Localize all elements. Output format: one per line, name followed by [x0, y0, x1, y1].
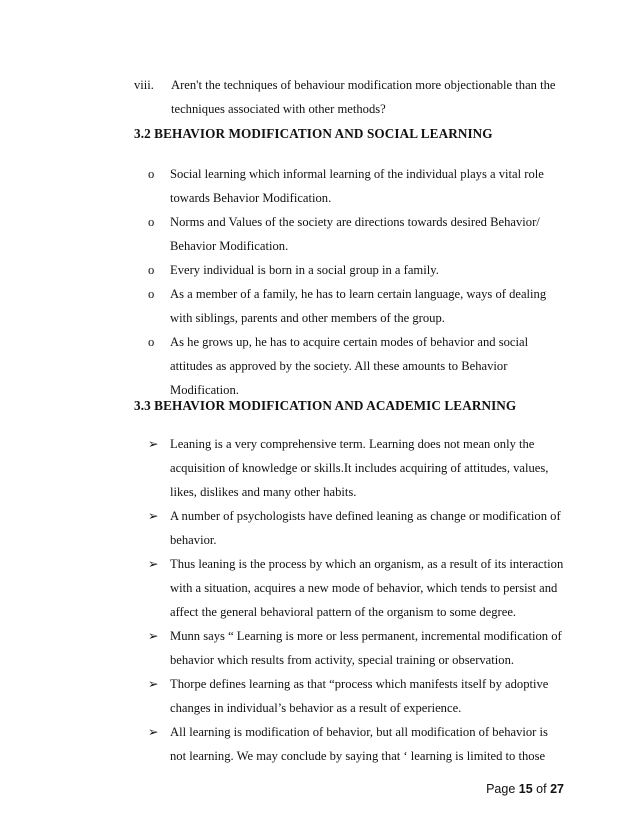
- text-line: behavior which results from activity, special training or observation.: [170, 653, 515, 667]
- academic-learning-item: [0, 504, 638, 552]
- bullet-icon: o: [148, 287, 155, 301]
- text-line: Modification.: [170, 383, 239, 397]
- section-3-3-heading: 3.3 BEHAVIOR MODIFICATION AND ACADEMIC LEARNING: [134, 398, 517, 413]
- social-learning-item: [0, 282, 638, 330]
- text-line: Social learning which informal learning of the individual plays a vital role: [170, 167, 544, 181]
- text-line: acquisition of knowledge or skills.It includes acquiring of attitudes, values,: [170, 461, 549, 475]
- question-line-2: techniques associated with other methods?: [171, 102, 386, 116]
- footer-page-word: Page: [486, 782, 516, 796]
- text-line: with siblings, parents and other members of the group.: [170, 311, 445, 325]
- academic-learning-item: [0, 720, 638, 768]
- footer-of-word: of: [536, 782, 547, 796]
- section-3-3-list: [0, 432, 638, 768]
- footer-current-page: 15: [518, 782, 533, 796]
- academic-learning-item: [0, 552, 638, 624]
- text-line: not learning. We may conclude by saying that ‘ learning is limited to those: [170, 749, 546, 763]
- list-item-text: [170, 624, 565, 672]
- text-line: Thus leaning is the process by which an organism, as a result of its interaction: [170, 557, 564, 571]
- academic-learning-item: [0, 432, 638, 504]
- section-3-2-heading: 3.2 BEHAVIOR MODIFICATION AND SOCIAL LEARNING: [134, 126, 493, 141]
- bullet-icon: ➢: [148, 725, 159, 739]
- bullet-icon: o: [148, 167, 155, 181]
- bullet-icon: ➢: [148, 557, 159, 571]
- text-line: Norms and Values of the society are directions towards desired Behavior/: [170, 215, 540, 229]
- text-line: As a member of a family, he has to learn certain language, ways of dealing: [170, 287, 547, 301]
- text-line: attitudes as approved by the society. All these amounts to Behavior: [170, 359, 508, 373]
- text-line: All learning is modification of behavior, but all modification of behavior is: [170, 725, 548, 739]
- academic-learning-item: [0, 624, 638, 672]
- bullet-icon: ➢: [148, 677, 159, 691]
- text-line: Every individual is born in a social group in a family.: [170, 263, 439, 277]
- text-line: Thorpe defines learning as that “process which manifests itself by adoptive: [170, 677, 549, 691]
- bullet-icon: o: [148, 335, 155, 349]
- list-item-text: [170, 282, 565, 330]
- bullet-icon: ➢: [148, 509, 159, 523]
- text-line: A number of psychologists have defined leaning as change or modification of: [170, 509, 561, 523]
- text-line: affect the general behavioral pattern of the organism to some degree.: [170, 605, 517, 619]
- page-number-footer: [486, 782, 564, 796]
- text-line: Munn says “ Learning is more or less permanent, incremental modification of: [170, 629, 562, 643]
- question-text: [171, 73, 571, 121]
- footer-total-pages: 27: [550, 782, 564, 796]
- list-item-text: [170, 552, 565, 624]
- list-item-text: [170, 210, 565, 258]
- list-item-text: [170, 258, 565, 282]
- social-learning-item: [0, 258, 638, 282]
- question-number: viii.: [134, 78, 154, 92]
- list-item-text: [170, 162, 565, 210]
- list-item-text: [170, 720, 565, 768]
- text-line: Leaning is a very comprehensive term. Learning does not mean only the: [170, 437, 535, 451]
- list-item-text: [170, 672, 565, 720]
- text-line: towards Behavior Modification.: [170, 191, 332, 205]
- social-learning-item: [0, 330, 638, 402]
- question-line-1: Aren't the techniques of behaviour modification more objectionable than the: [171, 78, 556, 92]
- social-learning-item: [0, 162, 638, 210]
- list-item-text: [170, 504, 565, 552]
- text-line: with a situation, acquires a new mode of behavior, which tends to persist and: [170, 581, 558, 595]
- text-line: As he grows up, he has to acquire certain modes of behavior and social: [170, 335, 529, 349]
- bullet-icon: o: [148, 215, 155, 229]
- section-3-2-list: [0, 162, 638, 402]
- text-line: likes, dislikes and many other habits.: [170, 485, 357, 499]
- social-learning-item: [0, 210, 638, 258]
- bullet-icon: ➢: [148, 629, 159, 643]
- list-item-text: [170, 330, 565, 402]
- bullet-icon: o: [148, 263, 155, 277]
- academic-learning-item: [0, 672, 638, 720]
- bullet-icon: ➢: [148, 437, 159, 451]
- text-line: behavior.: [170, 533, 217, 547]
- text-line: Behavior Modification.: [170, 239, 289, 253]
- list-item-text: [170, 432, 565, 504]
- text-line: changes in individual’s behavior as a result of experience.: [170, 701, 462, 715]
